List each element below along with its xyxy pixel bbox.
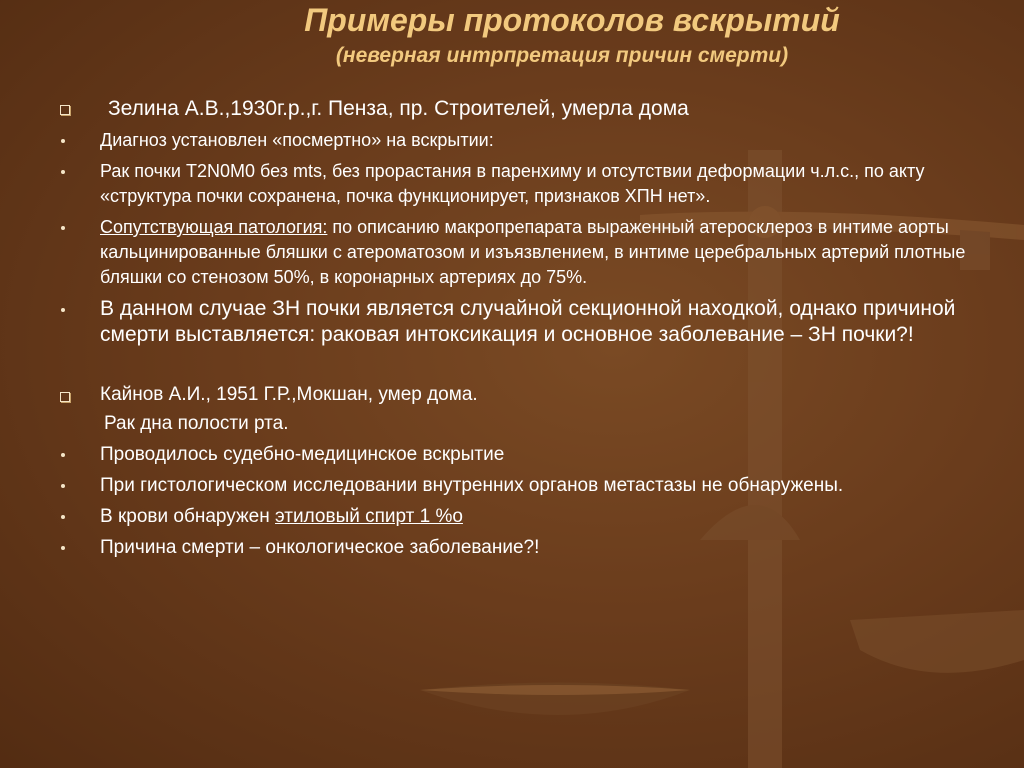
case2-bullet-3 bbox=[58, 504, 968, 529]
case2-bullet-2-text: При гистологическом исследовании внутренних органов метастазы не обнаружены. bbox=[100, 475, 844, 496]
bullet-dot-icon bbox=[61, 308, 65, 312]
case1-bullet-2 bbox=[58, 159, 968, 209]
case2-bullet-4-text: Причина смерти – онкологическое заболевание?! bbox=[100, 537, 540, 558]
bullet-dot-icon bbox=[61, 453, 65, 457]
square-bullet-icon bbox=[60, 392, 70, 402]
case1-header-item bbox=[58, 96, 968, 122]
bullet-dot-icon bbox=[61, 139, 65, 143]
case2-header-item bbox=[58, 382, 968, 407]
ethanol-link[interactable]: этиловый спирт 1 %о bbox=[275, 506, 463, 527]
case2-bullet-1-text: Проводилось судебно-медицинское вскрытие bbox=[100, 444, 505, 465]
slide-content bbox=[58, 96, 968, 560]
case1-bullet-2-text: Рак почки Т2N0M0 без mts, без прорастания в паренхиму и отсутствии деформации ч.л.с., по акту «структура почки сохранена, почка функционирует, признаков ХПН нет». bbox=[100, 161, 925, 206]
bullet-dot-icon bbox=[61, 484, 65, 488]
slide-title: Примеры протоколов вскрытий bbox=[304, 2, 840, 38]
slide-subtitle: (неверная интрпретация причин смерти) bbox=[335, 44, 789, 67]
bullet-dot-icon bbox=[61, 170, 65, 174]
bullet-dot-icon bbox=[61, 515, 65, 519]
case1-bullet-3-text: по описанию макропрепарата выраженный атеросклероз в интиме аорты кальцинированные бляшки с атероматозом и изъязвлением, в интиме церебральных артерий плотные бляшки со стенозом 50%, в коронарных артериях до 75%. bbox=[100, 217, 966, 287]
case1-bullet-1-text: Диагноз установлен «посмертно» на вскрытии: bbox=[100, 130, 494, 150]
case2-bullet-3-text: В крови обнаружен bbox=[100, 506, 276, 527]
case1-bullet-1 bbox=[58, 128, 968, 153]
case1-bullet-4-text: В данном случае ЗН почки является случайной секционной находкой, однако причиной смерти выставляется: раковая интоксикация и основное заболевание – ЗН почки?! bbox=[100, 297, 956, 346]
case1-header: Зелина А.В.,1930г.р.,г. Пенза, пр. Строителей, умерла дома bbox=[108, 97, 689, 120]
case2-bullet-2 bbox=[58, 473, 968, 498]
comorbidity-label-link[interactable]: Сопутствующая патология: bbox=[100, 217, 328, 237]
square-bullet-icon bbox=[60, 105, 70, 115]
case2-header: Кайнов А.И., 1951 Г.Р.,Мокшан, умер дома. bbox=[100, 384, 478, 405]
case1-bullet-3 bbox=[58, 215, 968, 290]
case2-header-line-2 bbox=[58, 411, 968, 436]
case2-header-2: Рак дна полости рта. bbox=[104, 413, 289, 434]
bullet-dot-icon bbox=[61, 226, 65, 230]
case2-bullet-4 bbox=[58, 535, 968, 560]
case1-bullet-4 bbox=[58, 296, 968, 348]
case2-bullet-1 bbox=[58, 442, 968, 467]
bullet-dot-icon bbox=[61, 546, 65, 550]
